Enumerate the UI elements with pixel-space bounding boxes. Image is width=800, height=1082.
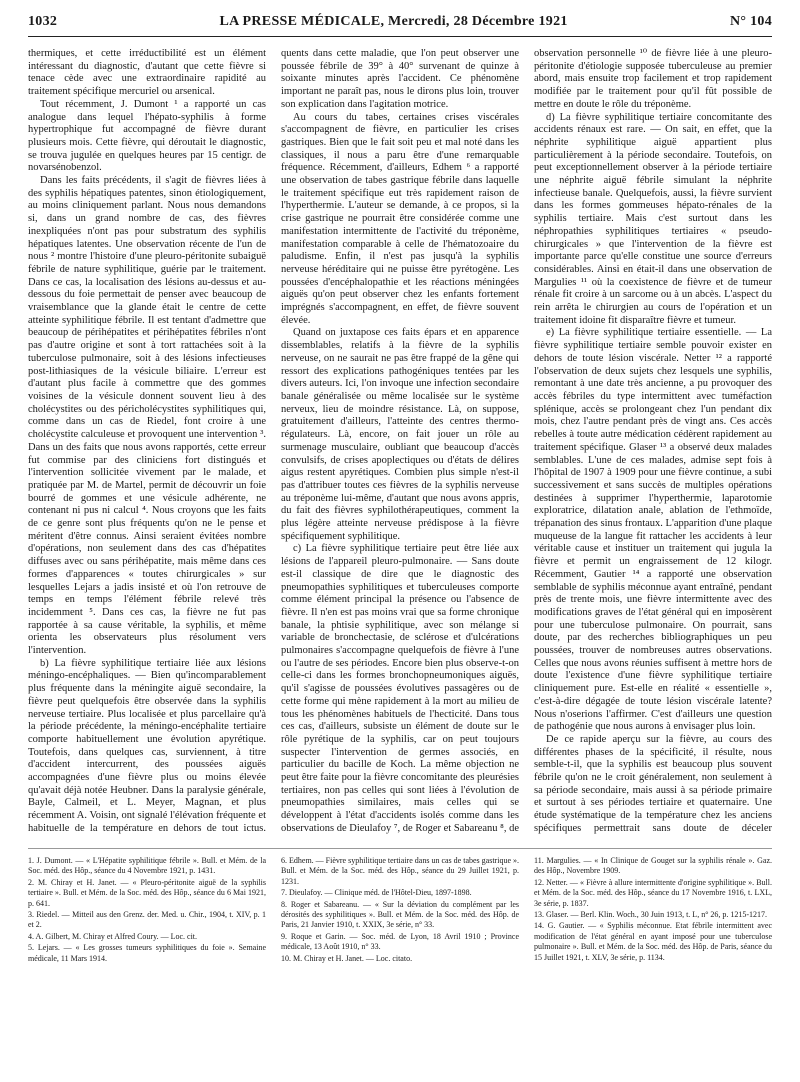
paragraph: Dans les faits précédents, il s'agit de fièvres liées à des syphilis hépatiques patentes, sinon étiologiquement, au moins cliniquement parlant. Nous nous demandons si, dans un grand nombre de cas, des fièvres inexpliquées n'ont pas pour substratum des syphilis hépatiques latentes. Une observation récente de l'un de nous ² montre l'histoire d'une pleuro-péritonite subaiguë fébrile de nature syphilitique, guérie par le traitement. Dans ce cas, la localisation des lésions au-dessus et au-dessous du foie permettait de penser avec beaucoup de vraisemblance que la glande était le centre de cette atteinte syphilitique fébrile. Il est tentant d'admettre que beaucoup de périhépatites et périhépatites fébriles n'ont pas d'autre origine et sont à tort rattachées soit à la tuberculose pulmonaire, soit à des lésions infectieuses post-lithiasiques de la vésicule biliaire. L'erreur est d'autant plus facile à commettre que des gommes voisines de la vésicule donnent souvent lieu à des cholécystites ou des péricholécystites syphilitiques qui, comme dans un cas de Riedel, font croire à une cholécystite calculeuse et provoquent une intervention ³. Dans un des faits que nous avons rapportés, cette erreur fut commise par des cliniciens fort distingués et l'intervention sollicitée vivement par le malade, et pratiquée par M. de Martel, permit de découvrir un foie bourré de gommes et une vésicule adhérente, ne contenant ni pus ni calcul ⁴. Nous croyons que les faits de ce genre sont plus fréquents qu'on ne le pense et méritent d'être connus. Ainsi seraient évitées nombre d'opérations, non seulement dans des cas d'hépatites diffuses avec ou sans périhépatite, mais même dans ces formes d'apparences « toutes chirurgicales » sur lesquelles Lejars a jadis insisté et où l'on retrouve de temps en temps l'élément fébrile relevé très incidemment ⁵. Dans ces cas, la fièvre ne fut pas rapportée à sa cause véritable, la syphilis, et même orienta les observateurs plus résolument vers l'intervention. [28,175,266,657]
article-body [28,48,772,836]
header-rule [28,36,772,37]
text-column-3 [534,48,772,836]
footnote: 14. G. Gautier. — « Syphilis méconnue. Etat fébrile intermittent avec modification de l'état général en ayant imposé pour une tuberculose pulmonaire ». Bull. et Mém. de la Soc. méd. des Hôp. de Paris, séance du 15 Juillet 1921, t. XLV, 3e série, p. 1134. [534,921,772,962]
page-header [28,10,772,34]
footnote: 8. Roger et Sabareanu. — « Sur la déviation du complément par les dérosités des syphilitiques ». Bull. et Mém. de la Soc. méd. des Hôp. de Paris, 21 Janvier 1910, t. XXIX, 3e série, n° 33. [281,899,519,930]
footnotes [28,856,772,1076]
paragraph: quents dans cette maladie, que l'on peut observer une poussée fébrile de 39° à 40° survenant de quinze à soixante minutes après l'accident. Ce phénomène important ne paraît pas, nous le dirons plus loin, trouver son explication dans l'agitation motrice. [281,48,519,110]
paragraph: e) La fièvre syphilitique tertiaire essentielle. — La fièvre syphilitique tertiaire semble pouvoir exister en dehors de toute lésion viscérale. Netter ¹² a rapporté l'observation de deux sujets chez lesquels une syphilis, remontant à une date très ancienne, a pu provoquer des accès fébriles du type intermittent avec tuméfaction splénique, accès se prolongeant chez l'un pendant dix mois, chez l'autre pendant près de vingt ans. Ces accès rebelles à toute autre médication cédèrent rapidement au traitement spécifique. Glaser ¹³ a observé deux malades semblables. L'une de ces malades, admise sept fois à l'hôpital de 1907 à 1909 pour une fièvre continue, a subi successivement et sans succès de multiples opérations destinées à supprimer l'hyperthermie, laparotomie exploratrice, dilatation anale, ablation de l'ethmoïde, trépanation des sinus frontaux. L'apparition d'une plaque muqueuse de la langue fit rattacher les accidents à leur véritable cause et instituer un traitement qui jugula la fièvre et permit un engraissement de 12 kilogr. Récemment, Gautier ¹⁴ a rapporté une observation semblable de syphilis méconnue ayant entraîné, pendant près de trente mois, une fièvre intermittente avec des modifications graves de l'état général qui en imposèrent pour une tuberculose pulmonaire. On pourrait, sans doute, par des recherches bibliographiques un peu poussées, trouver de nombreuses autres observations. Celles que nous avons réunies suffisent à mettre hors de doute l'existence d'une fièvre syphilitique tertiaire cliniquement pure. Est-elle en réalité « essentielle », c'est-à-dire dégagée de toute lésion viscérale latente? Nous n'oserions l'affirmer. C'est d'ailleurs une question de pathogénie que nous aurons à envisager plus loin. [534,327,772,733]
paragraph: c) La fièvre syphilitique tertiaire peut être liée aux lésions de l'appareil pleuro-pulmonaire. — Sans doute est-il classique de dire que le diagnostic des pneumopathies syphilitiques et tuberculeuses comporte comme élément principal la présence ou l'absence de fièvre. Il n'en est pas moins vrai que sa forme chronique banale, la phtisie syphilitique, avec son mélange si variable de bronchectasie, de sclérose et d'ulcérations pulmonaires s'accompagne quelquefois de fièvre à l'une ou l'autre de ses périodes. Encore bien plus observe-t-on celle-ci dans les formes bronchopneumoniques aiguës, qu'il s'agisse de poussées évolutives passagères ou de cette forme qui mène rapidement à la mort au milieu de tous les phénomènes habituels de l'hecticité. Dans tous ces cas, d'ailleurs, subsiste un élément de doute sur le rôle pyrétique de la syphilis, car on peut toujours suspecter l'intervention de germes associés, en particulier du bacille de Koch. La même objection ne peut être faite pour la fièvre concomitante des pleurésies tertiaires, non pas celles qui sont liées à l'évolution de pneumopathies similaires, mais celles qui se développent à l'état d'accidents isolés comme dans les observations de Dieulafoy ⁷, de Roger et Sabareanu ⁸, de [281,543,519,834]
paragraph: d) La fièvre syphilitique tertiaire concomitante des accidents rénaux est rare. — On sait, en effet, que la néphrite syphilitique aiguë appartient plus particulièrement à la période secondaire. Toutefois, on peut exceptionnellement observer à la période tertiaire une néphrite aiguë fébrile simulant la néphrite infectieuse banale. Quelquefois, aussi, la fièvre survient dans les formes gommeuses hépato-rénales de la syphilis tertiaire. Mais c'est surtout dans les néphropathies syphilitiques tertiaires « pseudo-chirurgicales » que l'intervention de la fièvre est importante parce qu'elle constitue une source d'erreurs considérables. Ainsi en était-il dans une observation de Margulies ¹¹ où la coexistence de fièvre et de tumeur rénale fit croire à un sarcome ou à un abcès. L'aspect du rein arrêta le chirurgien au cours de l'opération et un traitement idoine fit disparaître fièvre et tumeur. [534,111,772,326]
footnote: 1. J. Dumont. — « L'Hépatite syphilitique fébrile ». Bull. et Mém. de la Soc. méd. des Hôp., séance du 4 Novembre 1921, p. 1431. [28,856,266,876]
footnote: 2. M. Chiray et H. Janet. — « Pleuro-péritonite aiguë de la syphilis tertiaire ». Bull. et Mém. de la Soc. méd. des Hôp., séance du 6 Mai 1921, p. 641. [28,877,266,908]
paragraph: De ce rapide aperçu sur la fièvre, au cours des différentes phases de la spécificité, il résulte, nous semble-t-il, que la syphilis est beaucoup plus souvent fébrile qu'on ne le croit généralement, non seulement à sa période secondaire, mais aussi à sa période primaire et surtout à ses périodes tertiaire et quaternaire. Une étude systématique de la température chez les anciens spécifiques permettrait sans doute de déceler [534,733,772,834]
footnote: 12. Netter. — « Fièvre à allure intermittente d'origine syphilitique ». Bull. et Mém. de la Soc. méd. des Hôp., séance du 17 Novembre 1916, t. LXL, 3e série, p. 1837. [534,877,772,908]
footnote: 10. M. Chiray et H. Janet. — Loc. citato. [281,953,413,963]
footnote: 6. Edhem. — Fièvre syphilitique tertiaire dans un cas de tabes gastrique ». Bull. et Mém. de la Soc. méd. des Hôp., séance du 29 Juillet 1921, p. 1231. [281,856,519,886]
paragraph: Tout récemment, J. Dumont ¹ a rapporté un cas analogue dans lequel l'hépato-syphilis à forme hypertrophique fut accompagné de fièvre durant plusieurs mois. Cette fièvre, qui déroutait le diagnostic, se trouva jugulée en quelques heures par 15 centigr. de novarsénobenzol. [28,98,266,174]
footnote: 13. Glaser. — Berl. Klin. Woch., 30 Juin 1913, t. L, n° 26, p. 1215-1217. [534,910,768,920]
footnote: 9. Roque et Garin. — Soc. méd. de Lyon, 18 Avril 1910 ; Province médicale, 13 Août 1910, n° 33. [281,931,519,952]
text-column-1 [28,48,266,836]
paragraph: observation personnelle ¹⁰ de fièvre liée à une pleuro-péritonite d'étiologie supposée tuberculeuse au premier abord, mais ensuite trop facilement et trop rapidement modifiée par le traitement pour qu'il fût possible de mettre en doute le rôle du tréponème. [534,48,772,110]
footnote: 7. Dieulafoy. — Clinique méd. de l'Hôtel-Dieu, 1897-1898. [281,888,472,898]
text-column-2 [281,48,519,836]
paragraph: Quand on juxtapose ces faits épars et en apparence dissemblables, relatifs à la fièvre de la syphilis nerveuse, on ne saurait ne pas être frappé de la gêne qui ressort des explications pathogéniques tentées par les divers auteurs. Ici, l'on invoque une infection secondaire banale généralisée ou même localisée sur le système nerveux, lieu de moindre résistance. Là, on suppose, gratuitement d'ailleurs, l'atteinte des centres thermo-régulateurs. Là, encore, on fait jouer un rôle au surmenage musculaire, oubliant que beaucoup d'accès convulsifs, de crises apoplectiques ou d'états de délires aigus restent apyrétiques. Combien plus simple n'est-il pas d'attribuer toutes ces fièvres de la syphilis nerveuse au tréponème lui-même, d'autant que nous avons appris, du fait des fièvres syphilothérapeutiques, comment la plus légère atteinte nerveuse prédispose à la fièvre spécifiquement syphilitique. [281,327,519,542]
footnotes-column-2 [281,856,519,1076]
footnotes-rule [28,848,772,849]
paragraph: thermiques, et cette irréductibilité est un élément intéressant du diagnostic, d'autant que cette fièvre si tenace cède avec une extraordinaire rapidité au traitement spécifique mercuriel ou arsenical. [28,48,266,98]
paragraph: b) La fièvre syphilitique tertiaire liée aux lésions méningo-encéphaliques. — Bien qu'incomparablement plus fréquente dans la méningite aiguë secondaire, la fièvre peut quelquefois être observée dans la syphilis nerveuse tertiaire. Plus localisée et plus parcellaire qu'à la période précédente, la méningo-encéphalite tertiaire comporte habituellement une évolution apyrétique. Toutefois, dans quelques cas, surviennent, à titre d'accident intercurrent, des poussées aiguës accompagnées d'une fièvre plus ou moins élevée qu'avait déjà notée Heubner. Dans la paralysie générale, Bayle, Calmeil, et L. Meyer, Magnan, et plus récemment A. Voisin, ont signalé l'élévation fréquente et habituelle de la température en dehors de tout ictus. [28,657,266,834]
footnotes-column-1 [28,856,266,1076]
page-number: 1032 [28,14,58,29]
footnote: 5. Lejars. — « Les grosses tumeurs syphilitiques du foie ». Semaine médicale, 11 Mars 1914. [28,943,266,963]
footnote: 3. Riedel. — Mitteil aus den Grenz. der. Med. u. Chir., 1904, t. XIV, p. 1 et 2. [28,910,266,930]
footnote: 11. Margulies. — « In Clinique de Gouget sur la syphilis rénale ». Gaz. des Hôp., Novembre 1909. [534,856,772,876]
journal-title: LA PRESSE MÉDICALE, Mercredi, 28 Décembre 1921 [219,14,568,29]
issue-number: N° 104 [729,14,772,29]
footnotes-column-3 [534,856,772,1076]
footnote: 4. A. Gilbert, M. Chiray et Alfred Coury. — Loc. cit. [28,931,198,941]
paragraph: Au cours du tabes, certaines crises viscérales s'accompagnent de fièvre, en particulier les crises gastriques. Bien que le fait soit peu et mal noté dans les classiques, il nous a paru être d'une remarquable fréquence. Récemment, d'ailleurs, Edhem ⁶ a rapporté une observation de tabes gastrique fébrile dans laquelle le traitement spécifique eut très rapidement raison de l'hyperthermie. L'auteur se demande, à ce propos, si la crise gastrique ne pourrait être considérée comme une manifestation intermittente de l'activité du tréponème, manifestation comparable à celle de l'hématozoaire du paludisme. Enfin, il n'est pas jusqu'à la syphilis nerveuse héréditaire qui ne puisse être pyrétogène. Les poussées d'encéphalopathie et les réactions méningées aiguës qu'on peut observer chez les enfants fortement imprégnés s'accompagnent, en effet, de fièvre souvent élevée. [281,111,519,326]
